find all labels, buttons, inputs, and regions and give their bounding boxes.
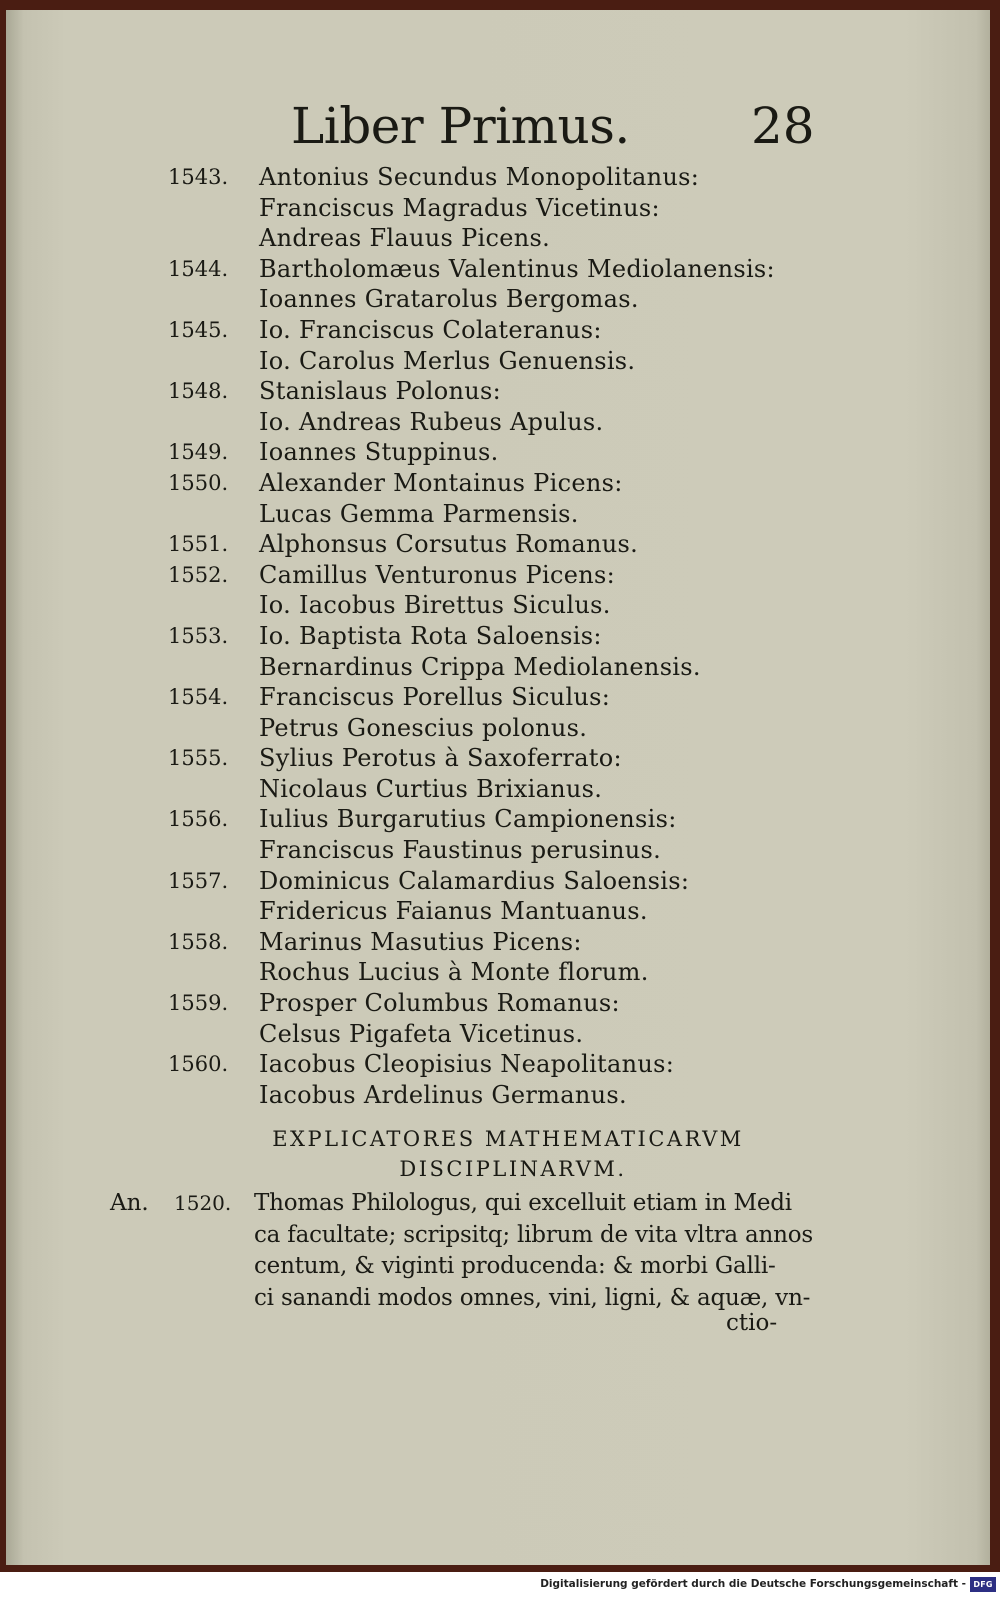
page-header: [6, 96, 990, 166]
entry-name: Iacobus Ardelinus Germanus.: [259, 1080, 627, 1109]
entry-name: Alphonsus Corsutus Romanus.: [259, 530, 639, 559]
entry-name: Ioannes Gratarolus Bergomas.: [259, 285, 639, 314]
entry-name: Io. Baptista Rota Saloensis:: [259, 621, 602, 650]
entry-name: Ioannes Stuppinus.: [259, 438, 499, 467]
entry-row: [6, 743, 990, 774]
entry-name: Io. Iacobus Birettus Siculus.: [259, 591, 611, 620]
entry-year: 1559.: [168, 991, 229, 1016]
entry-name: Nicolaus Curtius Brixianus.: [259, 774, 603, 803]
entry-row: [6, 315, 990, 346]
entry-row: [6, 407, 990, 438]
entry-year: 1548.: [168, 379, 229, 404]
digitization-footer: [0, 1574, 1000, 1598]
entry-name: Franciscus Faustinus perusinus.: [259, 836, 662, 865]
entry-row: [6, 835, 990, 866]
entry-row: [6, 560, 990, 591]
entry-row: [6, 896, 990, 927]
entry-year: 1545.: [168, 317, 229, 342]
entry-row: [6, 437, 990, 468]
entry-row: [6, 284, 990, 315]
section-heading-line: DISCIPLINARVM.: [399, 1157, 627, 1181]
entry-row: [6, 193, 990, 224]
entry-name: Andreas Flauus Picens.: [259, 224, 551, 253]
entry-name: Celsus Pigafeta Vicetinus.: [259, 1019, 584, 1048]
entry-name: Marinus Masutius Picens:: [259, 927, 582, 956]
entry-name: Lucas Gemma Parmensis.: [259, 499, 579, 528]
entry-year: 1549.: [168, 440, 229, 465]
entry-row: [6, 254, 990, 285]
entry-name: Io. Carolus Merlus Genuensis.: [259, 346, 636, 375]
entry-row: [6, 652, 990, 683]
entry-row: [6, 682, 990, 713]
entry-name: Sylius Perotus à Saxoferrato:: [259, 744, 622, 773]
entry-name: Franciscus Porellus Siculus:: [259, 683, 611, 712]
entry-name: Franciscus Magradus Vicetinus:: [259, 193, 660, 222]
page-number: 28: [751, 97, 815, 155]
entry-row: [6, 468, 990, 499]
entry-row: [6, 1049, 990, 1080]
entry-year: 1551.: [168, 532, 229, 557]
paragraph-line: ci sanandi modos omnes, vini, ligni, & aquæ, vn-: [254, 1284, 811, 1311]
entry-row: [6, 957, 990, 988]
entry-row: [6, 774, 990, 805]
entry-name: Antonius Secundus Monopolitanus:: [259, 163, 700, 191]
entry-name: Rochus Lucius à Monte florum.: [259, 958, 649, 987]
entry-name: Iacobus Cleopisius Neapolitanus:: [259, 1050, 675, 1079]
paragraph-line: Thomas Philologus, qui excelluit etiam in Medi: [254, 1190, 792, 1216]
entry-name: Bernardinus Crippa Mediolanensis.: [259, 652, 701, 681]
entry-year: 1557.: [168, 868, 229, 893]
paragraph-line: ca facultate; scripsitq; librum de vita vltra annos: [254, 1221, 814, 1248]
paragraph-year: 1520.: [174, 1191, 232, 1215]
paragraph-line: centum, & viginti producenda: & morbi Galli-: [254, 1253, 776, 1279]
footer-credit: Digitalisierung gefördert durch die Deutsche Forschungsgemeinschaft -: [540, 1578, 966, 1590]
entry-row: [6, 713, 990, 744]
entry-name: Dominicus Calamardius Saloensis:: [259, 866, 690, 895]
dfg-logo-icon: DFG: [970, 1577, 996, 1592]
entry-name: Iulius Burgarutius Campionensis:: [259, 805, 677, 834]
entry-name: Fridericus Faianus Mantuanus.: [259, 897, 648, 926]
entry-year: 1556.: [168, 807, 229, 832]
entry-name: Alexander Montainus Picens:: [259, 468, 623, 497]
entry-name: Prosper Columbus Romanus:: [259, 989, 620, 1018]
entry-row: [6, 866, 990, 897]
entry-year: 1553.: [168, 623, 229, 648]
section-heading: [6, 1124, 990, 1184]
entry-year: 1543.: [168, 165, 229, 189]
entry-name: Camillus Venturonus Picens:: [259, 560, 615, 589]
entry-name: Io. Franciscus Colateranus:: [259, 315, 602, 344]
entry-row: [6, 1080, 990, 1111]
entry-year: 1554.: [168, 685, 229, 710]
entry-year: 1560.: [168, 1052, 229, 1077]
entry-year: 1544.: [168, 256, 229, 281]
paragraph-label: An.: [110, 1190, 149, 1216]
entry-name: Stanislaus Polonus:: [259, 377, 501, 406]
entry-row: [6, 1019, 990, 1050]
entry-year: 1550.: [168, 470, 229, 495]
entry-row: [6, 804, 990, 835]
entry-row: [6, 499, 990, 530]
section-heading-line: EXPLICATORES MATHEMATICARVM: [272, 1127, 744, 1151]
entry-name: Bartholomæus Valentinus Mediolanensis:: [259, 254, 775, 283]
entries-list: [6, 162, 990, 1110]
entry-year: 1555.: [168, 746, 229, 771]
catchword: ctio-: [726, 1310, 778, 1336]
entry-year: 1552.: [168, 562, 229, 587]
book-page: [6, 10, 990, 1565]
entry-row: [6, 988, 990, 1019]
entry-name: Petrus Gonescius polonus.: [259, 713, 588, 742]
entry-year: 1558.: [168, 929, 229, 954]
entry-row: [6, 529, 990, 560]
entry-row: [6, 621, 990, 652]
entry-row: [6, 927, 990, 958]
entry-row: [6, 346, 990, 377]
entry-row: [6, 223, 990, 254]
running-title: Liber Primus.: [291, 97, 630, 155]
entry-row: [6, 590, 990, 621]
entry-row: [6, 376, 990, 407]
entry-row: [6, 162, 990, 193]
entry-name: Io. Andreas Rubeus Apulus.: [259, 407, 604, 436]
